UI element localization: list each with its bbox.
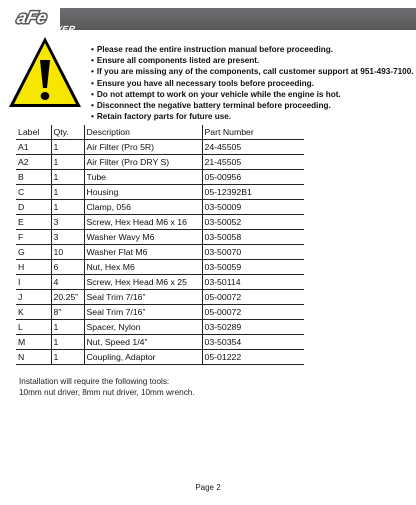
table-row	[16, 140, 304, 155]
cell-part-number: 03-50070	[202, 245, 304, 260]
cell-part-number: 05-00072	[202, 305, 304, 320]
warning-item: • Do not attempt to work on your vehicle while the engine is hot.	[91, 89, 414, 100]
cell-description: Screw, Hex Head M6 x 25	[84, 275, 202, 290]
cell-description: Washer Wavy M6	[84, 230, 202, 245]
cell-label: N	[18, 352, 25, 362]
table-row	[16, 215, 304, 230]
cell-part-number: 03-50354	[202, 335, 304, 350]
cell-label: L	[18, 322, 23, 332]
cell-qty: 1	[51, 350, 84, 365]
parts-table	[16, 125, 304, 365]
warning-item: • Ensure all components listed are present.	[91, 55, 414, 66]
cell-description: Nut, Speed 1/4”	[84, 335, 202, 350]
cell-label: G	[18, 247, 25, 257]
svg-text:POWER: POWER	[37, 24, 77, 34]
cell-qty: 8”	[51, 305, 84, 320]
warning-item: • Disconnect the negative battery terminal before proceeding.	[91, 100, 414, 111]
table-row	[16, 305, 304, 320]
table-row	[16, 185, 304, 200]
cell-part-number: 03-50058	[202, 230, 304, 245]
cell-description: Air Filter (Pro 5R)	[84, 140, 202, 155]
cell-qty: 1	[51, 320, 84, 335]
cell-label: M	[18, 337, 26, 347]
cell-qty: 1	[51, 155, 84, 170]
cell-label: K	[18, 307, 24, 317]
cell-qty: 1	[51, 200, 84, 215]
cell-description: Tube	[84, 170, 202, 185]
table-row	[16, 335, 304, 350]
warning-item: • Ensure you have all necessary tools before proceeding.	[91, 78, 414, 89]
cell-description: Coupling, Adaptor	[84, 350, 202, 365]
afe-power-logo	[14, 5, 100, 35]
cell-label: F	[18, 232, 24, 242]
cell-qty: 1	[51, 185, 84, 200]
cell-description: Air Filter (Pro DRY S)	[84, 155, 202, 170]
parts-table-header-row	[16, 125, 304, 140]
cell-label: D	[18, 202, 25, 212]
column-header-label: Label	[18, 127, 40, 137]
cell-description: Clamp, 056	[84, 200, 202, 215]
tools-intro: Installation will require the following tools:	[19, 377, 170, 386]
column-header-qty: Qty.	[51, 125, 84, 140]
cell-part-number: 03-50059	[202, 260, 304, 275]
warning-list	[91, 44, 414, 122]
table-row	[16, 275, 304, 290]
cell-label: C	[18, 187, 25, 197]
cell-part-number: 05-00072	[202, 290, 304, 305]
table-row	[16, 260, 304, 275]
cell-qty: 3	[51, 215, 84, 230]
tools-note	[19, 376, 195, 398]
tools-list: 10mm nut driver, 8mm nut driver, 10mm wrench.	[19, 388, 195, 397]
cell-qty: 3	[51, 230, 84, 245]
warning-item: • If you are missing any of the components, call customer support at 951-493-7100.	[91, 66, 414, 77]
cell-qty: 1	[51, 335, 84, 350]
table-row	[16, 290, 304, 305]
cell-part-number: 03-50114	[202, 275, 304, 290]
warning-triangle-icon	[6, 34, 84, 112]
cell-label: I	[18, 277, 21, 287]
cell-qty: 4	[51, 275, 84, 290]
page-number: Page 2	[195, 483, 221, 492]
cell-description: Seal Trim 7/16”	[84, 290, 202, 305]
cell-part-number: 05-00956	[202, 170, 304, 185]
cell-part-number: 24-45505	[202, 140, 304, 155]
table-row	[16, 155, 304, 170]
warning-item: • Retain factory parts for future use.	[91, 111, 414, 122]
cell-description: Seal Trim 7/16”	[84, 305, 202, 320]
cell-label: A2	[18, 157, 29, 167]
table-row	[16, 350, 304, 365]
cell-qty: 20.25”	[51, 290, 84, 305]
cell-qty: 10	[51, 245, 84, 260]
cell-label: H	[18, 262, 25, 272]
table-row	[16, 200, 304, 215]
table-row	[16, 320, 304, 335]
cell-description: Screw, Hex Head M6 x 16	[84, 215, 202, 230]
cell-part-number: 03-50009	[202, 200, 304, 215]
cell-description: Nut, Hex M6	[84, 260, 202, 275]
cell-part-number: 05-12392B1	[202, 185, 304, 200]
table-row	[16, 230, 304, 245]
cell-qty: 6	[51, 260, 84, 275]
table-row	[16, 245, 304, 260]
cell-part-number: 05-01222	[202, 350, 304, 365]
cell-description: Housing	[84, 185, 202, 200]
cell-label: E	[18, 217, 24, 227]
cell-label: B	[18, 172, 24, 182]
parts-table-body	[16, 140, 304, 365]
header-bar	[60, 8, 416, 30]
cell-label: A1	[18, 142, 29, 152]
svg-text:aFe: aFe	[15, 7, 49, 27]
cell-part-number: 21-45505	[202, 155, 304, 170]
cell-qty: 1	[51, 170, 84, 185]
cell-part-number: 03-50289	[202, 320, 304, 335]
cell-label: J	[18, 292, 23, 302]
cell-description: Spacer, Nylon	[84, 320, 202, 335]
cell-qty: 1	[51, 140, 84, 155]
cell-part-number: 03-50052	[202, 215, 304, 230]
column-header-description: Description	[84, 125, 202, 140]
warning-item: • Please read the entire instruction manual before proceeding.	[91, 44, 414, 55]
table-row	[16, 170, 304, 185]
column-header-part-number: Part Number	[202, 125, 304, 140]
cell-description: Washer Flat M6	[84, 245, 202, 260]
